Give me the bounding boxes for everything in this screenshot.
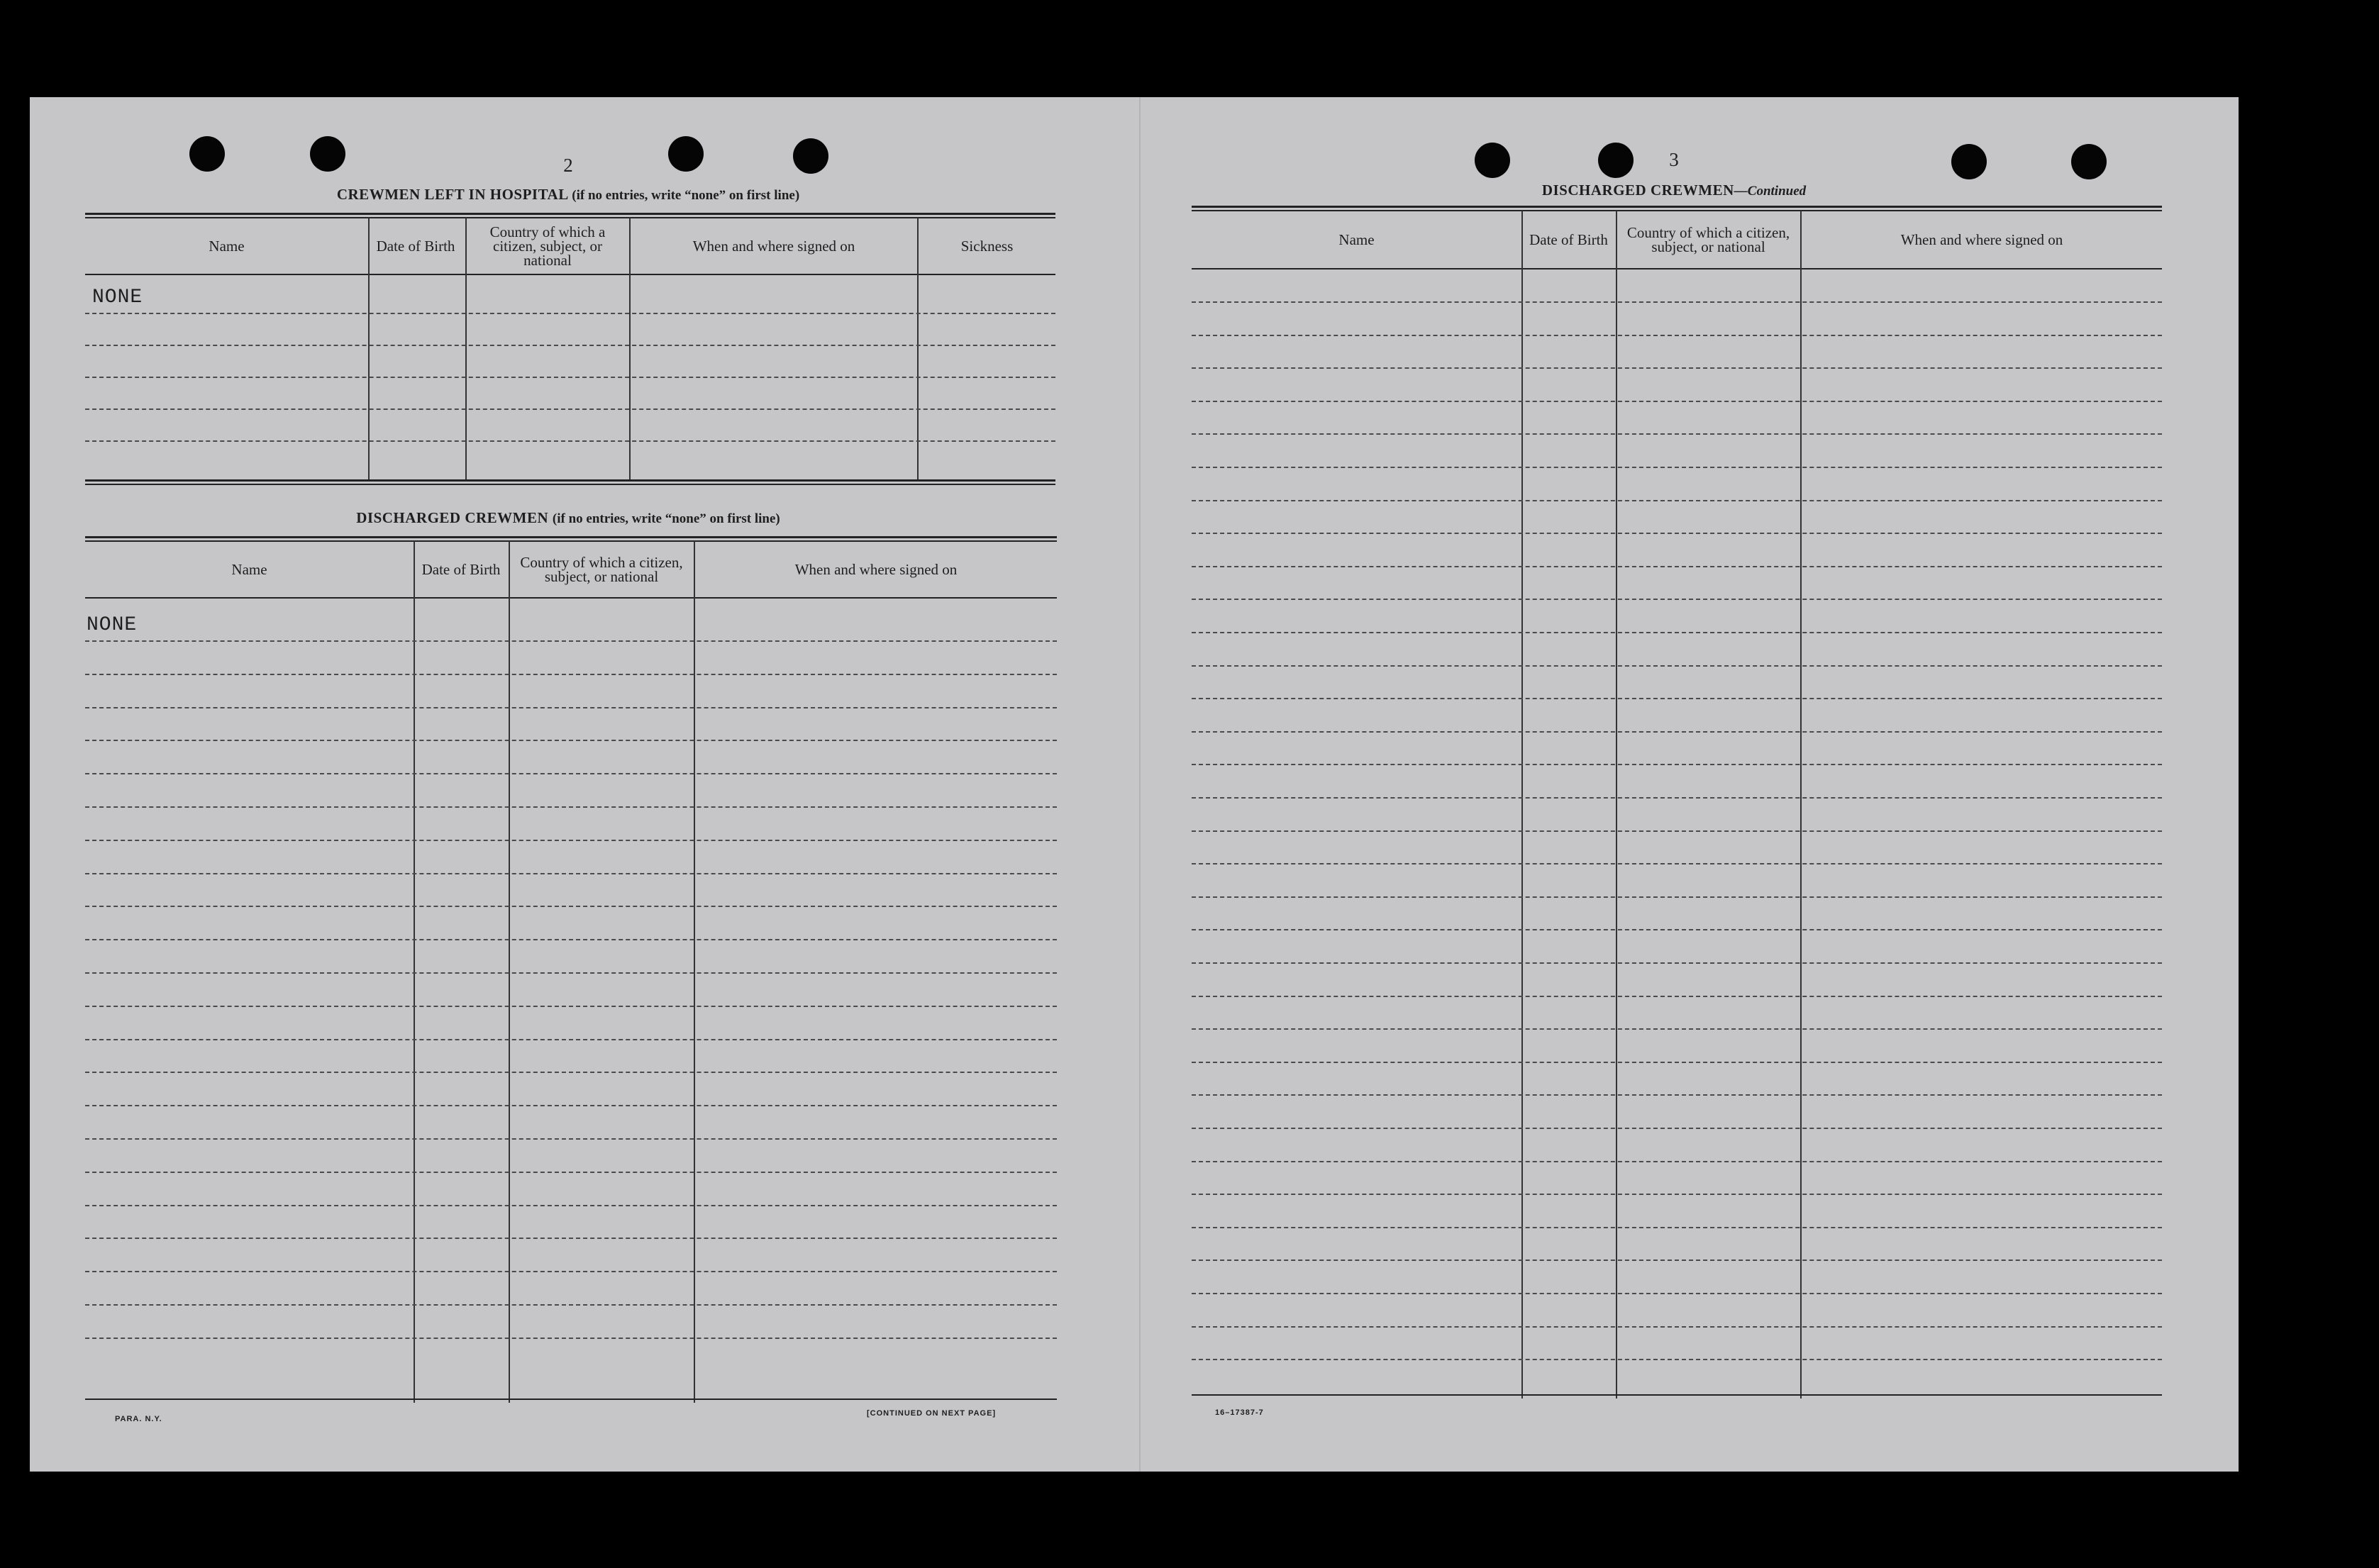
col-header-signed-on: When and where signed on (794, 560, 958, 578)
punch-hole (189, 136, 225, 172)
discharged-table (85, 536, 1057, 1403)
col-header-name: Name (231, 560, 267, 578)
discharged-continued-title-text: DISCHARGED CREWMEN (1541, 182, 1734, 199)
entry-line (85, 840, 1057, 841)
entry-line (85, 1039, 1057, 1040)
col-header-date-of-birth: Date of Birth (376, 238, 455, 255)
entry-line (1192, 896, 2162, 898)
entry-line (85, 972, 1057, 974)
entry-line (85, 1006, 1057, 1007)
entry-line (1192, 996, 2162, 997)
col-header-sickness: Sickness (960, 237, 1014, 255)
entry-line (85, 1304, 1057, 1306)
entry-line (1192, 863, 2162, 864)
punch-hole (1598, 143, 1634, 178)
discharged-first-entry: NONE (87, 614, 138, 636)
punch-hole (668, 136, 704, 172)
hospital-section-title (337, 186, 799, 204)
col-header-country: Country of which a citizen, subject, or national (520, 554, 683, 585)
table-bottom-rule (85, 1399, 1057, 1400)
entry-line (1192, 929, 2162, 930)
entry-line (85, 873, 1057, 874)
col-header-name: Name (1338, 230, 1375, 248)
entry-line (85, 1105, 1057, 1106)
col-header-signed-on: When and where signed on (692, 237, 855, 255)
entry-line (1192, 566, 2162, 567)
page-number: 2 (563, 155, 573, 176)
entry-line (1192, 1293, 2162, 1294)
discharged-section-title (356, 509, 780, 527)
entry-line (1192, 731, 2162, 733)
entry-line (85, 1205, 1057, 1206)
entry-line (1192, 599, 2162, 600)
punch-hole (2071, 144, 2107, 179)
entry-line (85, 707, 1057, 708)
entry-line (1192, 962, 2162, 964)
col-header-date-of-birth: Date of Birth (1529, 231, 1608, 248)
entry-line (1192, 533, 2162, 534)
hospital-first-entry: NONE (92, 287, 143, 308)
entry-line (1192, 1161, 2162, 1162)
form-number: 16–17387-7 (1215, 1408, 1264, 1417)
entry-line (85, 773, 1057, 774)
discharged-title-note: (if no entries, write “none” on first line) (552, 511, 780, 526)
hospital-table (85, 213, 1055, 484)
entry-line (1192, 1227, 2162, 1228)
continued-note: [CONTINUED ON NEXT PAGE] (867, 1409, 997, 1418)
hospital-title-note: (if no entries, write “none” on first line) (572, 188, 800, 203)
col-header-date-of-birth: Date of Birth (421, 561, 501, 578)
entry-line (85, 906, 1057, 907)
entry-line (85, 1072, 1057, 1073)
col-header-signed-on: When and where signed on (1900, 230, 2063, 248)
entry-line (1192, 1094, 2162, 1096)
entry-line (1192, 1260, 2162, 1261)
entry-line (1192, 665, 2162, 667)
col-header-name: Name (209, 237, 245, 255)
col-header-country: Country of which a citizen, subject, or national (489, 223, 606, 269)
entry-line (85, 674, 1057, 675)
entry-line (85, 1338, 1057, 1339)
punch-hole (1475, 143, 1510, 178)
printer-mark: PARA. N.Y. (115, 1415, 162, 1423)
entry-line (1192, 1062, 2162, 1063)
entry-line (1192, 301, 2162, 303)
entry-line (85, 1271, 1057, 1272)
punch-hole (793, 138, 828, 174)
entry-line (85, 939, 1057, 940)
entry-line (1192, 401, 2162, 402)
entry-line (1192, 1359, 2162, 1360)
entry-line (1192, 1194, 2162, 1195)
punch-hole (310, 136, 345, 172)
entry-line (1192, 433, 2162, 435)
discharged-title-text: DISCHARGED CREWMEN (356, 509, 549, 526)
entry-line (1192, 1028, 2162, 1030)
discharged-continued-suffix: —Continued (1734, 184, 1807, 199)
entry-line (1192, 335, 2162, 336)
entry-line (1192, 632, 2162, 633)
table-bottom-rule (1192, 1394, 2162, 1396)
entry-line (85, 1238, 1057, 1239)
entry-line (1192, 467, 2162, 468)
discharged-continued-table (1192, 206, 2162, 1399)
entry-line (85, 1172, 1057, 1173)
entry-line (1192, 698, 2162, 699)
entry-line (1192, 500, 2162, 501)
entry-line (85, 640, 1057, 642)
entry-line (1192, 1128, 2162, 1129)
entry-line (85, 1138, 1057, 1140)
entry-line (1192, 764, 2162, 765)
discharged-continued-title (1542, 182, 1806, 199)
entry-line (1192, 830, 2162, 832)
hospital-title-text: CREWMEN LEFT IN HOSPITAL (336, 186, 568, 203)
page-number: 3 (1669, 149, 1679, 170)
col-header-country: Country of which a citizen, subject, or national (1626, 224, 1790, 255)
entry-line (1192, 1326, 2162, 1328)
entry-line (1192, 797, 2162, 799)
page-fold (1139, 97, 1141, 1472)
entry-line (85, 806, 1057, 808)
entry-line (85, 740, 1057, 741)
entry-line (1192, 367, 2162, 369)
punch-hole (1951, 144, 1987, 179)
